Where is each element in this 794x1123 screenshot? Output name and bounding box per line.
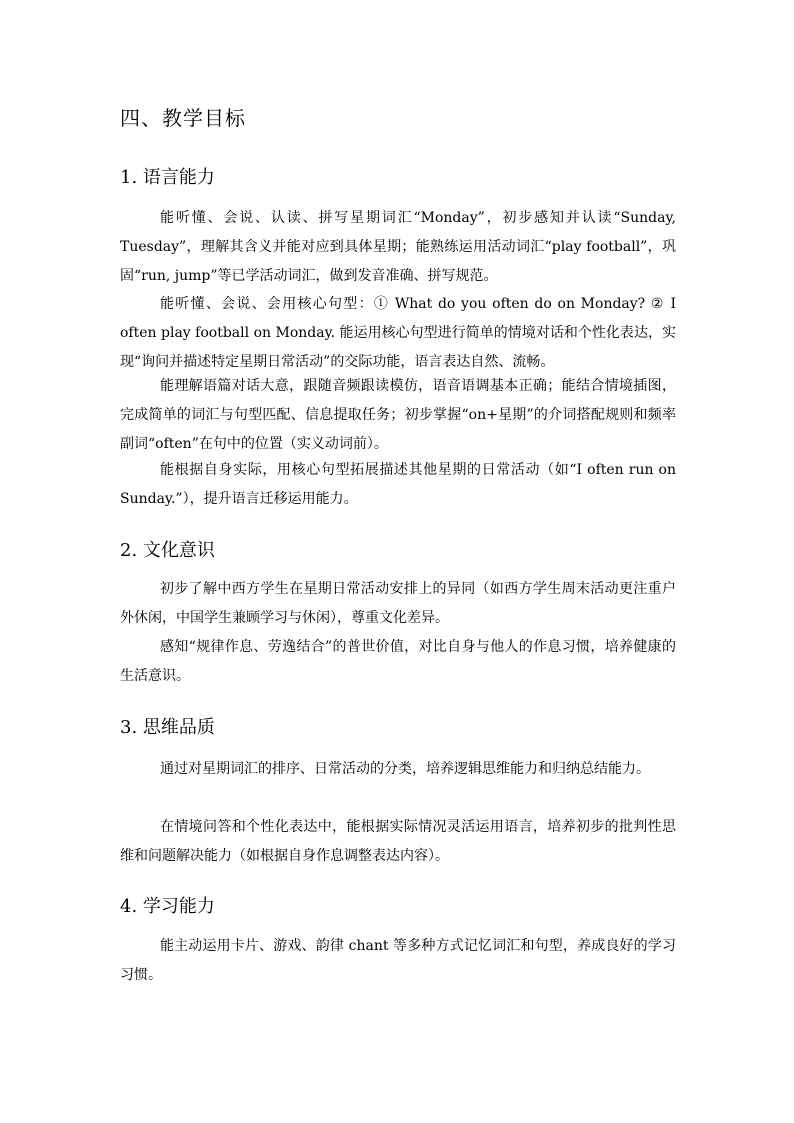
paragraph: 能听懂、会说、会用核心句型：① What do you often do on Monday? ② I often play football on Monday. 能运用核心句型进行简单的情境对话和个性化表达，实现“询问并描述特定星期日常活动”的交际功能，语言表达自然、流畅。 [120, 296, 676, 370]
paragraph: 能根据自身实际，用核心句型拓展描述其他星期的日常活动（如“I often run on Sunday.”），提升语言迁移运用能力。 [120, 462, 676, 507]
page-title: 四、教学目标 [120, 106, 246, 130]
paragraph: 感知“规律作息、劳逸结合”的普世价值，对比自身与他人的作息习惯，培养健康的生活意识。 [120, 639, 676, 684]
section-heading-culture: 2. 文化意识 [120, 540, 215, 561]
paragraph: 在情境问答和个性化表达中，能根据实际情况灵活运用语言，培养初步的批判性思维和问题解决能力（如根据自身作息调整表达内容）。 [120, 819, 676, 864]
paragraph: 初步了解中西方学生在星期日常活动安排上的异同（如西方学生周末活动更注重户外休闲，中国学生兼顾学习与休闲），尊重文化差异。 [120, 581, 676, 626]
section-heading-learning: 4. 学习能力 [120, 896, 215, 917]
paragraph: 能主动运用卡片、游戏、韵律 chant 等多种方式记忆词汇和句型，养成良好的学习习惯。 [120, 938, 676, 983]
paragraph: 通过对星期词汇的排序、日常活动的分类，培养逻辑思维能力和归纳总结能力。 [160, 761, 650, 777]
section-heading-thinking: 3. 思维品质 [120, 717, 215, 738]
paragraph: 能听懂、会说、认读、拼写星期词汇“Monday”，初步感知并认读“Sunday, Tuesday”，理解其含义并能对应到具体星期；能熟练运用活动词汇“play football”，巩固“run, jump”等已学活动词汇，做到发音准确、拼写规范。 [120, 210, 676, 284]
paragraph: 能理解语篇对话大意，跟随音频跟读模仿，语音语调基本正确；能结合情境插图，完成简单的词汇与句型匹配、信息提取任务；初步掌握“on+星期”的介词搭配规则和频率副词“often”在句中的位置（实义动词前）。 [120, 378, 676, 452]
section-heading-language: 1. 语言能力 [120, 167, 215, 188]
